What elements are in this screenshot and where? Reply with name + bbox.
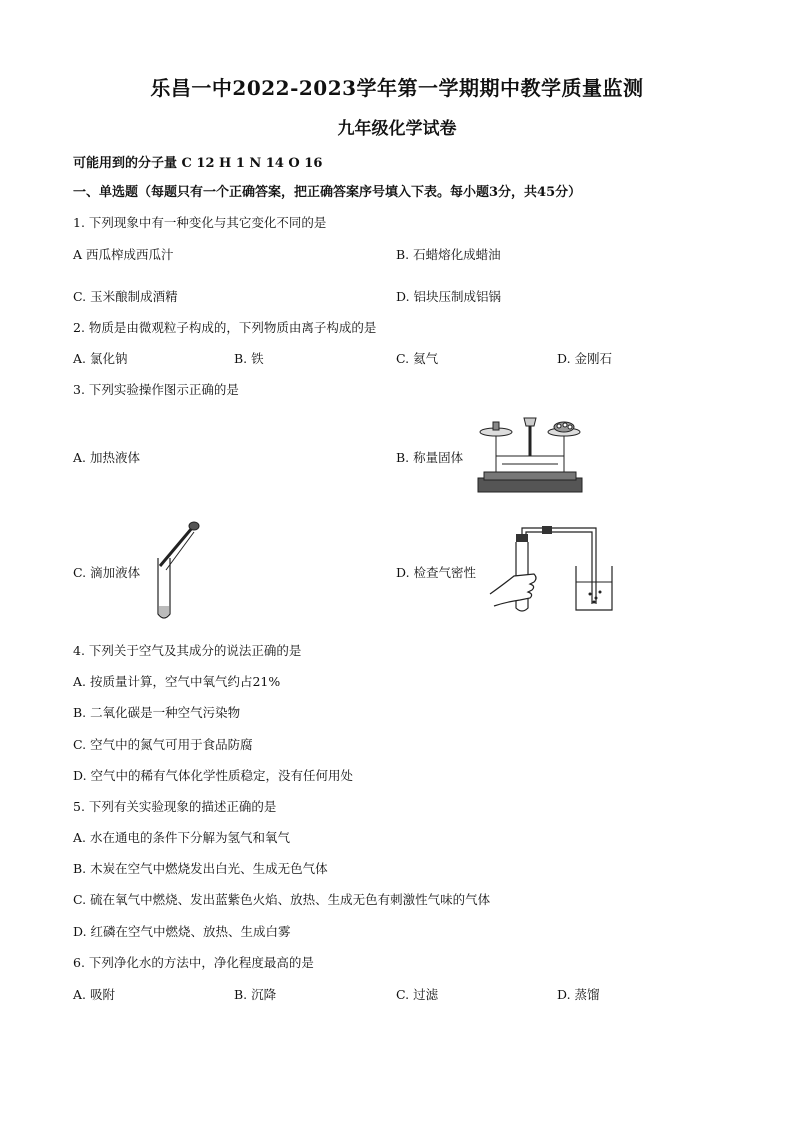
option-c: C. 空气中的氮气可用于食品防腐	[73, 737, 253, 752]
question-stem: 2. 物质是由微观粒子构成的，下列物质由离子构成的是	[73, 320, 377, 335]
option-d: D. 空气中的稀有气体化学性质稳定，没有任何用处	[73, 768, 354, 783]
question-stem: 4. 下列关于空气及其成分的说法正确的是	[73, 643, 302, 658]
option-b: B. 沉降	[234, 987, 277, 1002]
question-stem: 3. 下列实验操作图示正确的是	[73, 382, 239, 397]
balance-scale-figure	[474, 412, 586, 496]
option-d: D. 金刚石	[557, 351, 613, 366]
option-c: C. 玉米酿制成酒精	[73, 289, 178, 304]
option-b: B. 铁	[234, 351, 264, 366]
option-a: A 西瓜榨成西瓜汁	[73, 247, 174, 262]
option-a: A. 按质量计算，空气中氧气约占21%	[73, 674, 281, 689]
question-stem: 6. 下列净化水的方法中，净化程度最高的是	[73, 955, 314, 970]
option-d: D. 铝块压制成铝锅	[396, 289, 502, 304]
option-d: D. 检查气密性	[396, 565, 477, 580]
option-b: B. 二氧化碳是一种空气污染物	[73, 705, 241, 720]
option-a: A. 氯化钠	[73, 351, 128, 366]
option-d: D. 红磷在空气中燃烧、放热、生成白雾	[73, 924, 291, 939]
atomic-masses: 可能用到的分子量 C 12 H 1 N 14 O 16	[73, 156, 323, 171]
option-c: C. 滴加液体	[73, 565, 141, 580]
option-c: C. 过滤	[396, 987, 439, 1002]
option-c: C. 氦气	[396, 351, 439, 366]
airtightness-check-figure	[490, 524, 618, 616]
page-title: 乐昌一中2022-2023学年第一学期期中教学质量监测	[150, 76, 644, 100]
option-b: B. 木炭在空气中燃烧发出白光、生成无色气体	[73, 861, 328, 876]
option-c: C. 硫在氧气中燃烧、发出蓝紫色火焰、放热、生成无色有刺激性气味的气体	[73, 892, 491, 907]
page-subtitle: 九年级化学试卷	[337, 119, 457, 139]
option-b: B. 称量固体	[396, 450, 464, 465]
section-heading: 一、单选题（每题只有一个正确答案，把正确答案序号填入下表。每小题3分，共45分）	[73, 185, 582, 200]
option-b: B. 石蜡熔化成蜡油	[396, 247, 501, 262]
option-a: A. 水在通电的条件下分解为氢气和氧气	[73, 830, 290, 845]
option-a: A. 吸附	[73, 987, 115, 1002]
option-d: D. 蒸馏	[557, 987, 600, 1002]
option-a: A. 加热液体	[73, 450, 140, 465]
dropper-test-tube-figure	[152, 518, 202, 624]
question-stem: 5. 下列有关实验现象的描述正确的是	[73, 799, 277, 814]
question-stem: 1. 下列现象中有一种变化与其它变化不同的是	[73, 215, 327, 230]
